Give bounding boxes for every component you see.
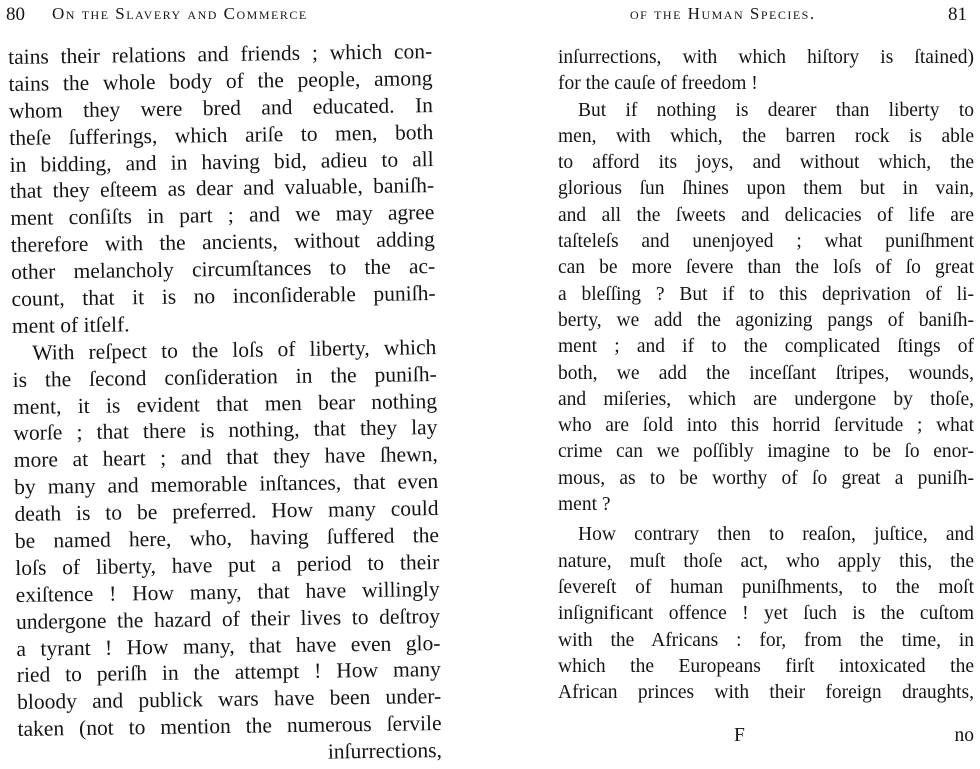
running-head: of the Human Species. xyxy=(630,4,816,23)
text-line: count, that it is no inconſiderable puniſh- xyxy=(11,281,436,311)
text-line: loſs of liberty, have put a period to their xyxy=(15,549,440,580)
text-line: inſignificant offence ! yet ſuch is the cuſtom xyxy=(558,603,974,625)
text-line: taken (not to mention the numerous ſervile xyxy=(17,711,442,742)
text-line: But if nothing is dearer than liberty to xyxy=(578,99,974,121)
text-line: undergone the hazard of their lives to deſtroy xyxy=(15,603,441,634)
text-line: With reſpect to the loſs of liberty, which xyxy=(32,334,437,365)
text-line: berty, we add the agonizing pangs of baniſh- xyxy=(558,309,974,331)
text-line: with the Africans : for, from the time, in xyxy=(558,629,974,651)
text-line: is the ſecond conſideration in the puniſh- xyxy=(12,361,437,392)
text-line: therefore with the ancients, without adding xyxy=(10,227,435,258)
text-line: tains their relations and friends ; which con- xyxy=(8,39,433,69)
text-line: mous, as to be worthy of ſo great a puniſh- xyxy=(558,467,974,489)
text-line: men, with which, the barren rock is able xyxy=(558,125,974,147)
text-line: ment ? xyxy=(558,494,611,516)
text-line: African princes with their foreign draughts, xyxy=(558,682,974,704)
text-line: and all the ſweets and delicacies of life are xyxy=(558,204,974,226)
text-line: ment ; and if to the complicated ſtings of xyxy=(558,336,974,358)
text-line: ment of itſelf. xyxy=(11,312,130,338)
text-line: ried to periſh in the attempt ! How many xyxy=(16,657,441,688)
text-line: nature, muſt thoſe act, who apply this, the xyxy=(558,550,974,572)
right-page xyxy=(490,0,980,769)
body-text xyxy=(8,38,442,769)
text-line: glorious ſun ſhines upon them but in vain, xyxy=(558,178,974,200)
text-line: a tyrant ! How many, that have even glo- xyxy=(16,630,441,661)
text-line: other melancholy circumſtances to the ac- xyxy=(11,254,436,285)
running-head: On the Slavery and Commerce xyxy=(52,4,308,23)
text-line: ment conſiſts in part ; and we may agree xyxy=(10,200,435,231)
catchword: no xyxy=(954,725,974,746)
text-line: death is to be preferred. How many could xyxy=(14,496,439,527)
text-line: and miſeries, which are undergone by thoſe, xyxy=(558,388,974,410)
text-line: inſurrections, with which hiſtory is ſtained) xyxy=(558,47,974,68)
text-line: theſe ſufferings, which ariſe to men, both xyxy=(9,119,434,150)
text-line: a bleſſing ? But if to this deprivation of li- xyxy=(558,283,974,305)
text-line: ſevereſt of human puniſhments, to the moſt xyxy=(558,576,974,598)
page-number: 81 xyxy=(948,4,967,25)
text-line: exiſtence ! How many, that have willingly xyxy=(15,576,440,607)
text-line: bloody and publick wars have been under- xyxy=(17,684,442,715)
text-line: crime can we poſſibly imagine to be ſo enor- xyxy=(558,441,974,463)
text-line: whom they were bred and educated. In xyxy=(8,92,434,123)
text-line: be named here, who, having ſuffered the xyxy=(14,523,440,553)
text-line: more at heart ; and that they have ſhewn, xyxy=(13,442,438,473)
text-line: that they eſteem as dear and valuable, baniſh- xyxy=(9,173,435,204)
text-line: who are ſold into this horrid ſervitude ; what xyxy=(558,415,974,437)
body-text xyxy=(558,45,974,706)
page-footer xyxy=(558,725,974,751)
page-number: 80 xyxy=(6,4,25,25)
text-line: in bidding, and in having bid, adieu to all xyxy=(9,146,434,177)
text-line: How contrary then to reaſon, juſtice, and xyxy=(578,524,974,546)
text-line: both, we add the inceſſant ſtripes, wounds, xyxy=(558,362,974,384)
text-line: can be more ſevere than the loſs of ſo great xyxy=(558,257,974,279)
text-line: taſteleſs and unenjoyed ; what puniſhment xyxy=(558,231,974,253)
text-line: ment, it is evident that men bear nothing xyxy=(12,388,438,419)
text-line: worſe ; that there is nothing, that they lay xyxy=(13,415,438,446)
text-line: tains the whole body of the people, among xyxy=(8,65,433,96)
text-line: by many and memorable inſtances, that even xyxy=(14,469,439,500)
text-line: for the cauſe of freedom ! xyxy=(558,73,758,95)
text-line: to afford its joys, and without which, the xyxy=(558,152,974,174)
text-line: which the Europeans firſt intoxicated the xyxy=(558,655,974,677)
catchword: inſurrections, xyxy=(327,738,443,764)
signature-mark: F xyxy=(734,725,745,746)
